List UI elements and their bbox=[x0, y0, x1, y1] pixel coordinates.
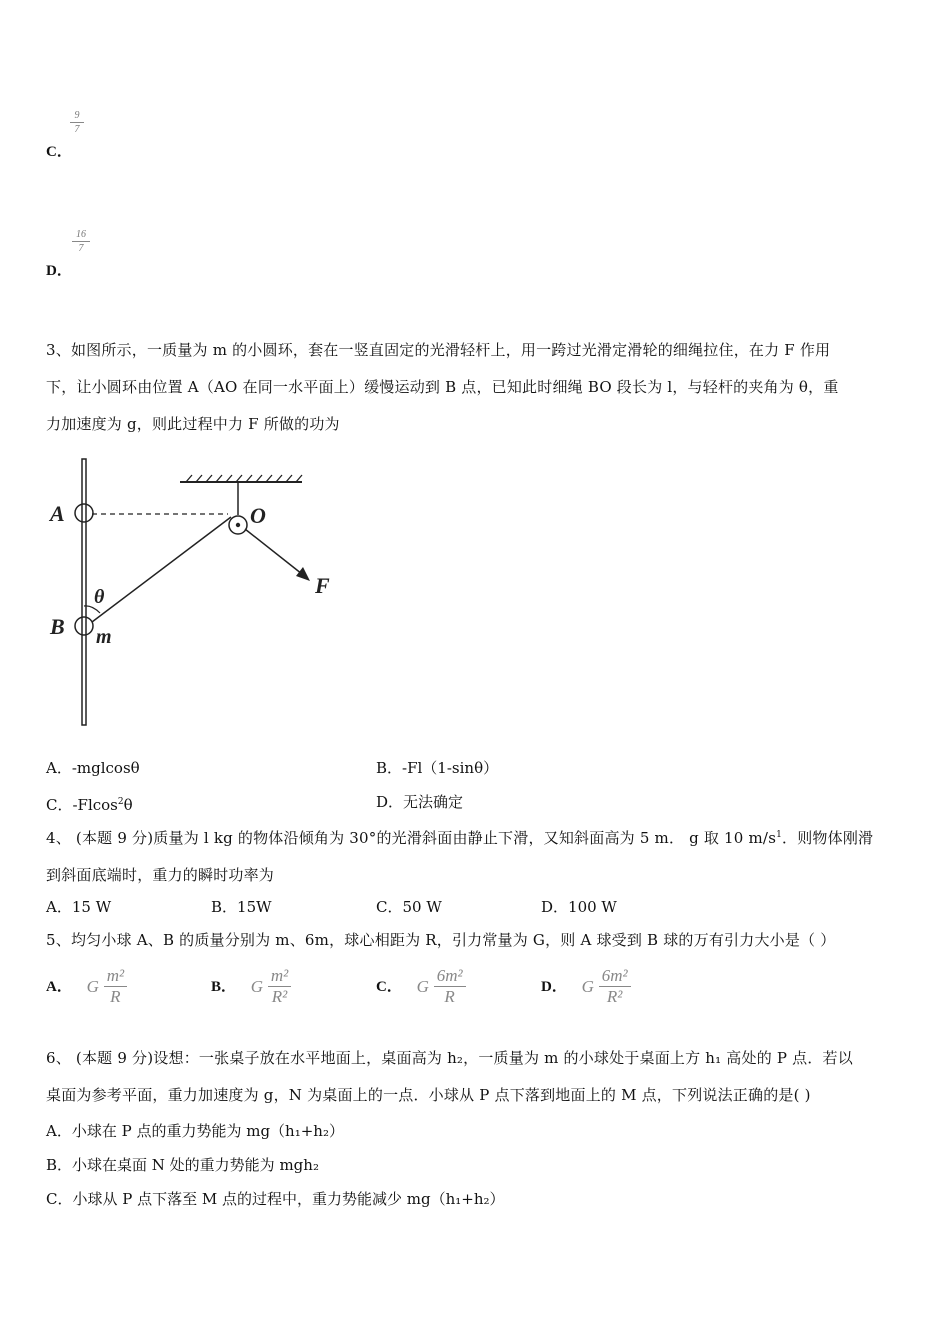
vertical-rod bbox=[82, 459, 86, 725]
fraction-numerator: 16 bbox=[76, 229, 86, 240]
fraction-denominator: 7 bbox=[78, 243, 84, 254]
option-d-fraction bbox=[72, 229, 90, 254]
q3-option-c bbox=[46, 792, 133, 815]
fraction-denominator: 7 bbox=[74, 124, 80, 135]
q5-option-a bbox=[46, 966, 127, 1007]
question-6 bbox=[46, 1040, 906, 1114]
label-o: O bbox=[250, 503, 266, 528]
q3-option-c-sup: 2 bbox=[117, 797, 124, 807]
q5-option-b-label: B． bbox=[211, 978, 237, 995]
option-d-label: D． bbox=[46, 263, 72, 279]
q3-option-a: A．-mglcosθ bbox=[46, 759, 140, 777]
q6-option-a: A．小球在 P 点的重力势能为 mg（h₁+h₂） bbox=[46, 1122, 344, 1140]
q5-option-b bbox=[211, 966, 291, 1007]
q3-option-c-suffix: θ bbox=[123, 796, 133, 814]
q5-option-d-g: G bbox=[581, 976, 594, 996]
fraction-numerator: 6m² bbox=[434, 966, 466, 987]
option-c-label: C． bbox=[46, 144, 72, 160]
q3-line-1: 3、如图所示，一质量为 m 的小圆环，套在一竖直固定的光滑轻杆上，用一跨过光滑定滑轮的细绳拉住，在力 F 作用 bbox=[46, 341, 831, 359]
q3-option-d: D．无法确定 bbox=[376, 793, 464, 811]
q3-figure bbox=[40, 455, 360, 735]
q5-option-c-g: G bbox=[416, 976, 429, 996]
fraction-denominator: R² bbox=[271, 987, 288, 1006]
q5-option-c bbox=[376, 966, 466, 1007]
q6-line-2: 桌面为参考平面，重力加速度为 g，N 为桌面上的一点．小球从 P 点下落到地面上的 M 点，下列说法正确的是( ) bbox=[46, 1086, 811, 1104]
ceiling-hatching bbox=[186, 475, 302, 482]
q3-line-3: 力加速度为 g，则此过程中力 F 所做的功为 bbox=[46, 415, 340, 433]
fraction-numerator: 9 bbox=[74, 110, 80, 121]
q3-option-c-prefix: C．-Flcos bbox=[46, 796, 118, 814]
q4-option-c: C．50 W bbox=[376, 898, 442, 916]
q4-line-1-b: ．则物体刚滑 bbox=[782, 829, 874, 847]
q5-option-b-g: G bbox=[250, 976, 264, 996]
q6-option-c: C．小球从 P 点下落至 M 点的过程中，重力势能减少 mg（h₁+h₂） bbox=[46, 1190, 505, 1208]
q4-line-1-sup: 1 bbox=[776, 830, 783, 840]
q6-line-1: 6、 (本题 9 分)设想：一张桌子放在水平地面上，桌面高为 h₂，一质量为 m 的小球处于桌面上方 h₁ 高处的 P 点．若以 bbox=[46, 1049, 853, 1067]
q5-option-a-label: A． bbox=[46, 978, 72, 995]
fraction-denominator: R bbox=[444, 987, 455, 1006]
rope-of bbox=[245, 529, 302, 574]
label-b: B bbox=[50, 614, 65, 639]
q4-option-a: A．15 W bbox=[46, 898, 112, 916]
label-m: m bbox=[96, 626, 112, 648]
question-4 bbox=[46, 817, 906, 894]
fraction-denominator: R² bbox=[606, 987, 623, 1006]
q5-option-a-g: G bbox=[86, 976, 99, 996]
question-3 bbox=[46, 332, 906, 443]
option-c-fraction bbox=[70, 110, 84, 135]
q6-option-b: B．小球在桌面 N 处的重力势能为 mgh₂ bbox=[46, 1156, 319, 1174]
q4-option-d: D．100 W bbox=[541, 898, 617, 916]
q4-line-1 bbox=[46, 817, 906, 857]
q4-option-b: B．15W bbox=[211, 898, 272, 916]
pulley-axle bbox=[236, 523, 240, 527]
fraction-numerator: m² bbox=[104, 966, 127, 987]
label-f: F bbox=[315, 573, 330, 598]
q5-option-a-fraction bbox=[104, 966, 127, 1007]
q3-option-b: B．-Fl（1-sinθ） bbox=[376, 759, 499, 777]
force-arrowhead bbox=[296, 567, 310, 581]
q5-line-1: 5、均匀小球 A、B 的质量分别为 m、6m，球心相距为 R，引力常量为 G，则 A 球受到 B 球的万有引力大小是（ ） bbox=[46, 931, 836, 949]
q3-line-2: 下，让小圆环由位置 A（AO 在同一水平面上）缓慢运动到 B 点，已知此时细绳 BO 段长为 l，与轻杆的夹角为 θ，重 bbox=[46, 378, 839, 396]
fraction-numerator: m² bbox=[268, 966, 291, 987]
rope-bo bbox=[92, 517, 231, 622]
q5-option-b-fraction bbox=[268, 966, 291, 1007]
question-5 bbox=[46, 922, 906, 959]
q5-option-d-label: D． bbox=[541, 978, 567, 995]
label-a: A bbox=[50, 501, 65, 526]
q5-option-c-fraction bbox=[434, 966, 466, 1007]
q4-line-1-a: 4、 (本题 9 分)质量为 l kg 的物体沿倾角为 30°的光滑斜面由静止下滑，又知斜面高为 5 m． g 取 10 m/s bbox=[46, 829, 777, 847]
fraction-denominator: R bbox=[110, 987, 121, 1006]
fraction-numerator: 6m² bbox=[599, 966, 631, 987]
label-theta: θ bbox=[94, 586, 105, 608]
q5-option-d-fraction bbox=[599, 966, 631, 1007]
q5-option-c-label: C． bbox=[376, 978, 402, 995]
q4-line-2: 到斜面底端时，重力的瞬时功率为 bbox=[46, 866, 275, 884]
q5-option-d bbox=[541, 966, 631, 1007]
